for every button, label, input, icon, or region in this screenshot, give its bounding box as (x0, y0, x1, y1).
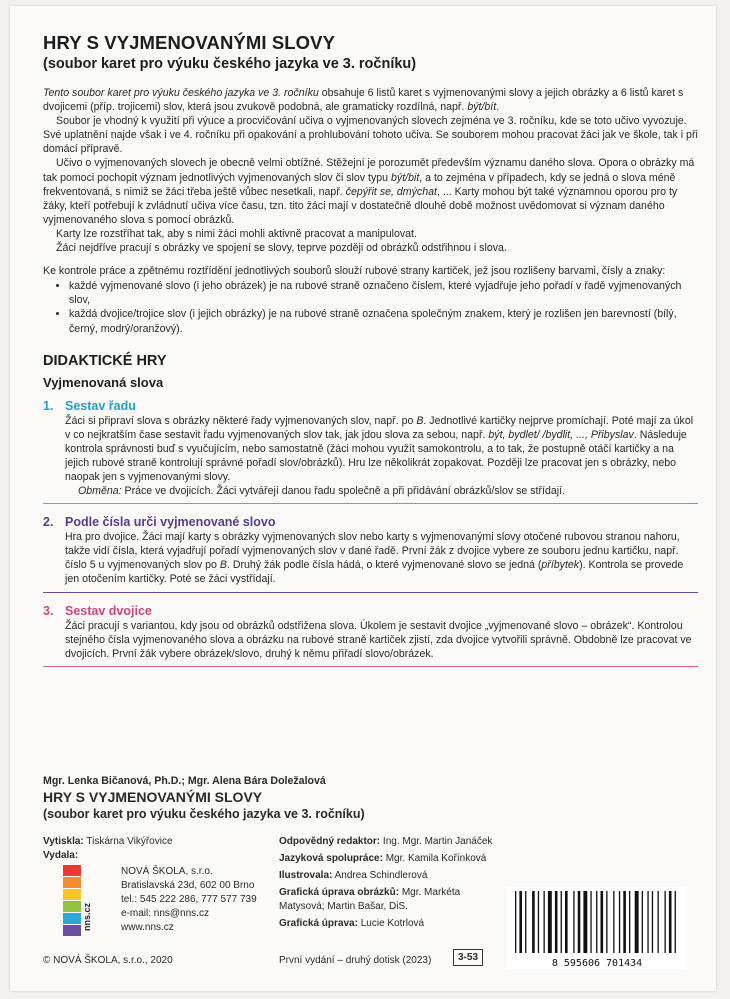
imprint (43, 774, 703, 975)
credit-row: Odpovědný redaktor: Ing. Mgr. Martin Janáček (279, 836, 493, 847)
p3-b: , a to zejména v případech, kdy se jedná o slova méně frekventovaná, s nimiž se žáci třeba ještě vůbec nesetkali, např. (43, 171, 676, 198)
credit-row: Grafická úprava obrázků: Mgr. Markéta Matysová; Martin Bašar, DiS. (279, 887, 461, 912)
p3-example-1: být/bit (391, 171, 420, 184)
barcode-bar (573, 891, 574, 953)
barcode-bar (606, 891, 607, 953)
section-subtitle: Vyjmenovaná slova (43, 374, 164, 390)
barcode-icon (507, 887, 687, 969)
imprint-details (43, 835, 703, 975)
product-code: 3-53 (453, 949, 483, 966)
game-3-title (43, 603, 698, 619)
barcode-bar (555, 891, 558, 953)
copyright: © NOVÁ ŠKOLA, s.r.o., 2020 (43, 955, 173, 966)
intro-text: obsahuje 6 listů karet s vyjmenovanými slovy a jejich obrázky a 6 listů karet s dvojicemi (příp. trojicemi) slov, která jsou zvukově podobná, ale gramaticky rozdílná, např. (43, 87, 684, 114)
intro-italic: Tento soubor karet pro výuku českého jazyka ve 3. ročníku (43, 87, 319, 99)
game-2 (43, 514, 698, 592)
barcode-bar (635, 891, 639, 953)
document-page (10, 6, 716, 991)
credit-row: Ilustrovala: Andrea Schindlerová (279, 870, 428, 881)
logo-stripe (63, 925, 81, 936)
game-1 (43, 398, 698, 505)
intro-bullet-list (43, 279, 698, 335)
barcode-bar (538, 891, 539, 953)
document-subtitle: (soubor karet pro výuku českého jazyka ve 3. ročníku) (43, 56, 417, 72)
game-3-text: Žáci pracují s variantou, kdy jsou od obrázků odstřižena slova. Úkolem je sestavit dvojice „vyjmenované slovo – obrázek“. Kontrolou stejného čísla vyjmenovaného slova a obrázku na rubové straně kartiček zjistí, zda dvojice vytvořili správně. Obdobně lze pracovat ve dvojicích. První žák vybere obrázek/slovo, druhý k němu přiřadí slovo/obrázek. (65, 619, 692, 660)
game-3-body (43, 619, 698, 661)
game-1-body (43, 414, 698, 499)
game-number: 2. (43, 515, 54, 530)
logo-stripe (63, 877, 81, 888)
section-title: DIDAKTICKÉ HRY (43, 352, 167, 369)
barcode-bar (669, 891, 672, 953)
edition: První vydání – druhý dotisk (2023) (279, 955, 432, 966)
publisher-block (63, 865, 273, 939)
game-1-title (43, 398, 698, 414)
game-1-variant: Obměna: Práce ve dvojicích. Žáci vytvářejí danou řadu společně a při přidávání obrázků/slov se střídají. (78, 485, 565, 498)
game-title-text: Podle čísla urči vyjmenované slovo (65, 515, 276, 530)
intro-paragraph-1 (43, 86, 698, 114)
intro-paragraph-3 (43, 156, 698, 226)
barcode-bar (642, 891, 643, 953)
game-2-body (43, 530, 698, 586)
imprint-title: HRY S VYJMENOVANÝMI SLOVY (43, 789, 263, 805)
p3-c: , ... Karty mohou být také významnou oporou pro ty žáky, kteří potřebují k zvládnutí učiva více času, tzn. tito žáci mají v dostatečně dlouhé době možnost uvědomovat si význam daného vyjmenovaného slova s pomocí obrázků. (43, 185, 678, 226)
barcode-bar (652, 891, 653, 953)
game-title-text: Sestav řadu (65, 398, 136, 413)
game-2-text: Hra pro dvojice. Žáci mají karty s obrázky vyjmenovaných slov nebo karty s vyjmenovanými slovy otočené rubovou stranou nahoru, takže vidí čísla, která vyjadřují pořadí vyjmenovaných slov v dané řadě. První žák z dvojice vybere ze souboru jednu kartičku, např. číslo 5 u vyjmenovaných slov po B. Druhý žák podle čísla hádá, o které vyjmenované slovo se jedná (příbytek). Kontrola se provede jen otočením kartičky. Poté se žáci vystřídají. (65, 531, 684, 586)
list-item: • každá dvojice/trojice slov (i jejich obrázky) je na rubové straně označena společným znakem, který je rozlišen jen barevností (bílý, černý, modrý/oranžový). (69, 307, 698, 335)
barcode-bar (629, 891, 630, 953)
barcode (507, 887, 687, 969)
game-1-text: Žáci si připraví slova s obrázky některé řady vyjmenovaných slov, např. po B. Jednotlivé kartičky nejprve promíchají. Poté mají za úkol v co nejkratším čase sestavit řadu vyjmenovaných slov tak, jak jdou slova za sebou, např. být, bydlet/ /bydlit, ..., Přibyslav. Následuje kontrola správnosti buď s vyučujícím, nebo samostatně (žáci mohou využít samokontrolu, a to tak, že postupně otáčí kartičky a na jejich rubové straně kontrolují správné pořadí slov/obrázků). Hru lze několikrát zopakovat. Později lze pracovat jen s obrázky, nebo naopak jen s vyjmenovanými slovy. (65, 414, 694, 483)
nns-logo-icon (63, 865, 97, 937)
game-number: 1. (43, 398, 54, 413)
barcode-bar (601, 891, 604, 953)
barcode-bar (515, 891, 516, 953)
barcode-number: 8 595606 701434 (551, 958, 643, 969)
intro-paragraph-2: Soubor je vhodný k využití při výuce a procvičování učiva o vyjmenovaných slovech zejména ve 3. ročníku, kde se toto učivo vyvozuje. Své uplatnění najde však i ve 4. ročníku při opakování a prohlubování tohoto učiva. Se souborem mohou pracovat žáci jak ve škole, tak i při domácí přípravě. (43, 115, 698, 156)
logo-stripe (63, 901, 81, 912)
printer-info: Vytiskla: Tiskárna Vikýřovice Vydala: (43, 836, 173, 861)
list-item: • každé vyjmenované slovo (i jeho obrázek) je na rubové straně označeno číslem, které vyjadřuje jeho pořadí v řadě vyjmenovaných slov, (69, 279, 698, 307)
logo-stripe (63, 889, 81, 900)
barcode-bar (548, 891, 552, 953)
intro-end: . (496, 101, 500, 114)
barcode-bar (565, 891, 568, 953)
document-title: HRY S VYJMENOVANÝMI SLOVY (43, 32, 336, 53)
barcode-bar (623, 891, 626, 953)
imprint-subtitle: (soubor karet pro výuku českého jazyka ve 3. ročníku) (43, 807, 365, 821)
game-3 (43, 603, 698, 667)
intro-example: být/bít (467, 101, 497, 114)
barcode-bar (596, 891, 597, 953)
barcode-bar (658, 891, 659, 953)
barcode-bar (532, 891, 535, 953)
intro-paragraph-5: Žáci nejdříve pracují s obrázky ve spojení se slovy, teprve později od obrázků odstřihnou i slova. (56, 242, 507, 255)
p3-a: Učivo o vyjmenovaných slovech je obecně velmi obtížné. Stěžejní je porozumět především významu daného slova. Opora o obrázky má tak pomoci pochopit význam jednotlivých vyjmenovaných slov či slov typu (43, 157, 695, 184)
document-content (43, 32, 698, 667)
barcode-bar (578, 891, 581, 953)
variant-label: Obměna: (78, 485, 122, 498)
barcode-bar (561, 891, 562, 953)
barcode-bar (519, 891, 522, 953)
authors: Mgr. Lenka Bičanová, Ph.D.; Mgr. Alena Bára Doležalová (43, 775, 326, 787)
barcode-bar (675, 891, 676, 953)
logo-stripe (63, 913, 81, 924)
barcode-bar (665, 891, 666, 953)
barcode-bar (613, 891, 614, 953)
publisher-address: NOVÁ ŠKOLA, s.r.o. Bratislavská 23d, 602 00 Brno tel.: 545 222 286, 777 577 739 e-mail: nns@nns.cz www.nns.cz (121, 866, 257, 933)
barcode-bar (544, 891, 545, 953)
barcode-bar (647, 891, 648, 953)
intro-paragraph-4: Karty lze rozstříhat tak, aby s nimi žáci mohli aktivně pracovat a manipulovat. (56, 227, 417, 240)
barcode-bar (619, 891, 620, 953)
logo-text: nns.cz (82, 902, 92, 931)
game-2-title (43, 514, 698, 530)
credit-row: Grafická úprava: Lucie Kotrlová (279, 918, 425, 929)
barcode-bar (525, 891, 526, 953)
game-number: 3. (43, 603, 54, 618)
intro-paragraph-6: Ke kontrole práce a zpětnému roztřídění jednotlivých souborů slouží rubové strany kartiček, jež jsou rozlišeny barvami, čísly a znaky: (43, 265, 666, 278)
game-title-text: Sestav dvojice (65, 603, 152, 618)
p3-example-2: čepýřit se, dmýchat (345, 185, 437, 198)
credit-row: Jazyková spolupráce: Mgr. Kamila Kořínková (279, 853, 487, 864)
logo-stripe (63, 865, 81, 876)
barcode-bar (583, 891, 587, 953)
barcode-bar (590, 891, 591, 953)
